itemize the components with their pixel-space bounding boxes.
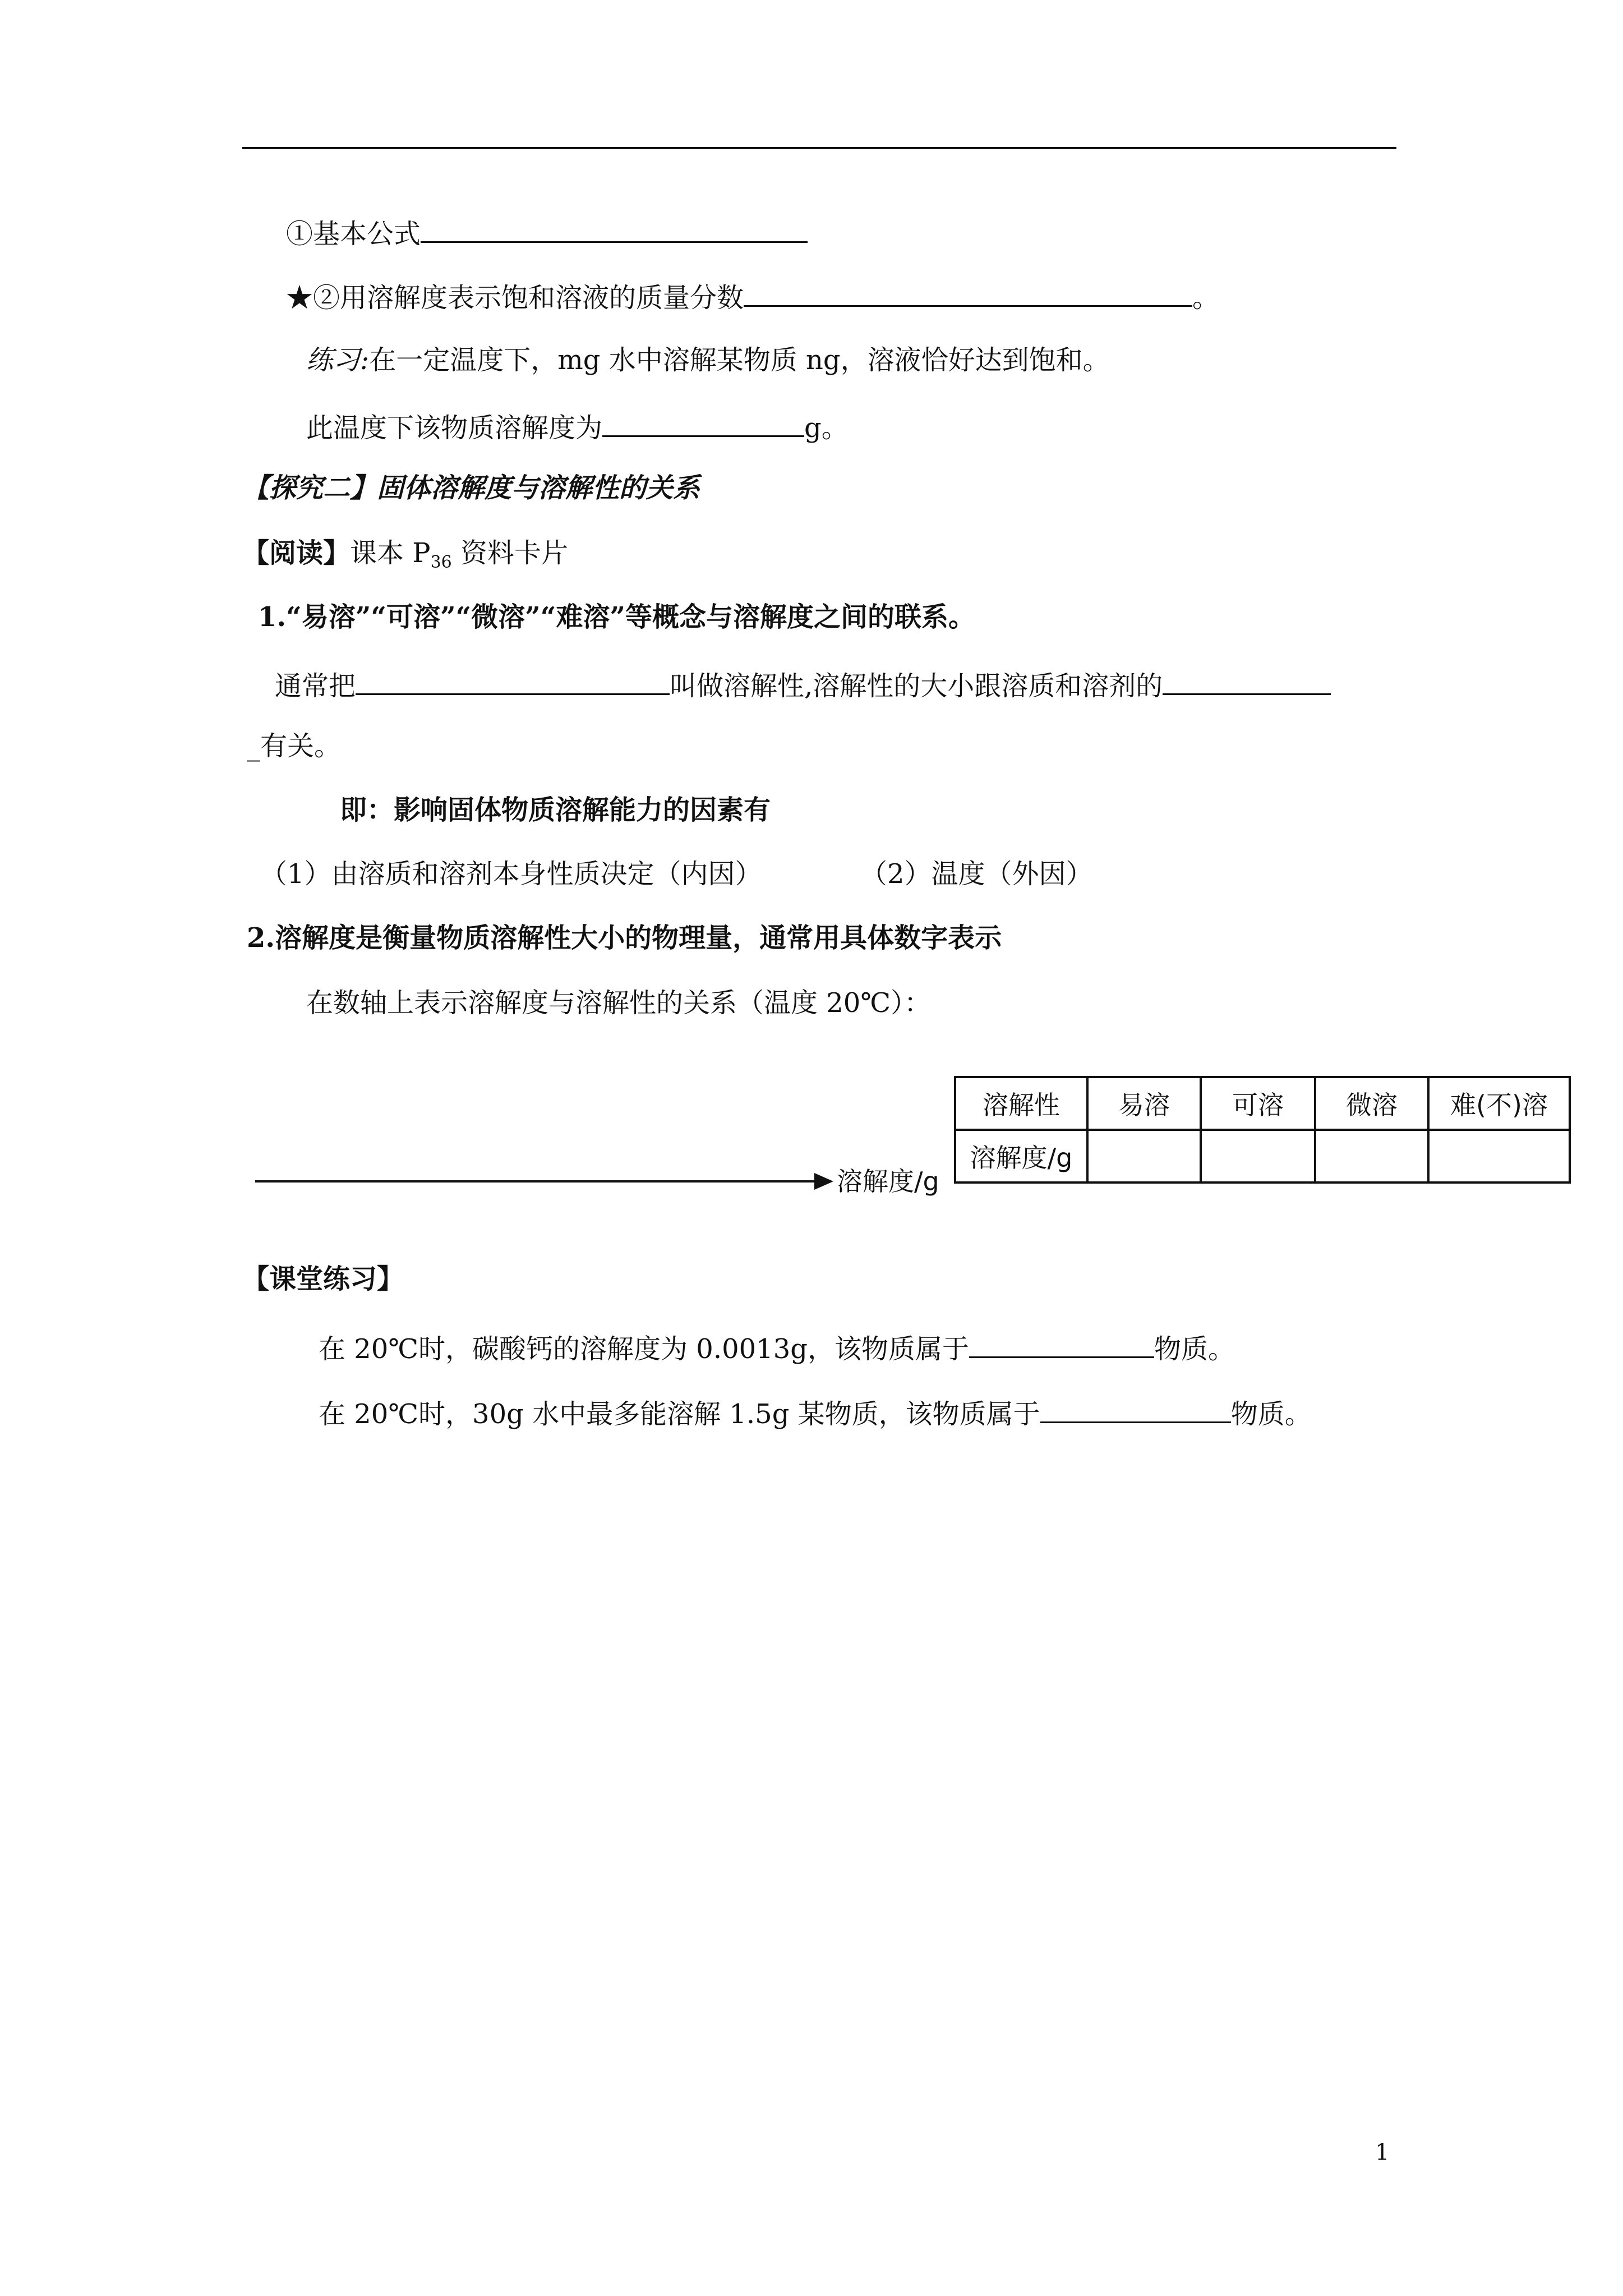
solubility-answer-blank[interactable]	[602, 408, 804, 437]
factor-internal: （1）由溶质和溶剂本身性质决定（内因）	[260, 858, 762, 890]
mass-fraction-line	[286, 278, 1219, 315]
solubility-axis-line	[255, 1180, 816, 1182]
factors-title: 即：影响固体物质溶解能力的因素有	[340, 794, 771, 826]
mass-fraction-suffix: 。	[1192, 282, 1220, 314]
axis-arrow-icon	[814, 1173, 833, 1190]
practice2-blank[interactable]	[1040, 1395, 1231, 1423]
solubility-answer-suffix: g。	[804, 412, 849, 444]
reading-text: 课本 P	[350, 537, 431, 569]
practice-question-1	[319, 1329, 1235, 1366]
exercise-line	[306, 343, 1110, 377]
table-cell: 微溶	[1315, 1077, 1428, 1130]
practice2-suffix: 物质。	[1230, 1398, 1312, 1430]
practice-title: 【课堂练习】	[242, 1263, 404, 1295]
practice2-text: 在 20℃时，30g 水中最多能溶解 1.5g 某物质，该物质属于	[319, 1398, 1040, 1430]
exercise-label: 练习:	[306, 344, 370, 376]
page-number: 1	[1375, 2139, 1390, 2165]
table-input-cell[interactable]	[1428, 1130, 1570, 1182]
table-cell: 难(不)溶	[1428, 1077, 1570, 1130]
exercise-text: 在一定温度下，mg 水中溶解某物质 ng，溶液恰好达到饱和。	[369, 344, 1110, 376]
definition-middle: 叫做溶解性,溶解性的大小跟溶质和溶剂的	[670, 670, 1163, 702]
table-row	[955, 1130, 1570, 1182]
definition-blank[interactable]	[356, 666, 670, 695]
axis-label: 溶解度/g	[837, 1166, 939, 1197]
solubility-definition-line	[275, 666, 1331, 703]
item1-title: 1.“易溶”“可溶”“微溶”“难溶”等概念与溶解度之间的联系。	[258, 601, 975, 633]
reading-label: 【阅读】	[242, 537, 351, 569]
solubility-answer-line	[306, 408, 849, 445]
basic-formula-line	[286, 214, 808, 251]
mass-fraction-label: ★②用溶解度表示饱和溶液的质量分数	[286, 282, 744, 314]
reading-tail: 资料卡片	[451, 537, 569, 569]
table-cell: 可溶	[1201, 1077, 1315, 1130]
reading-page-subscript: 36	[430, 553, 452, 572]
table-input-cell[interactable]	[1315, 1130, 1428, 1182]
solubility-table	[954, 1076, 1571, 1184]
table-input-cell[interactable]	[1201, 1130, 1315, 1182]
table-input-cell[interactable]	[1087, 1130, 1201, 1182]
solvent-blank[interactable]	[1163, 666, 1331, 695]
basic-formula-label: ①基本公式	[286, 218, 421, 250]
table-header-cell: 溶解度/g	[955, 1130, 1087, 1182]
practice-question-2	[319, 1395, 1312, 1431]
solubility-answer-label: 此温度下该物质溶解度为	[306, 412, 603, 444]
table-cell: 易溶	[1087, 1077, 1201, 1130]
factor-temperature: （2）温度（外因）	[860, 858, 1093, 890]
basic-formula-blank[interactable]	[421, 214, 808, 243]
definition-prefix: 通常把	[275, 670, 356, 702]
definition-continuation: _有关。	[247, 730, 342, 762]
practice1-suffix: 物质。	[1154, 1333, 1235, 1365]
table-row	[955, 1077, 1570, 1130]
header-rule	[242, 147, 1396, 149]
reading-line	[242, 536, 568, 579]
mass-fraction-blank[interactable]	[744, 278, 1192, 307]
section-title: 【探究二】固体溶解度与溶解性的关系	[242, 472, 700, 504]
table-header-cell: 溶解性	[955, 1077, 1087, 1130]
practice1-blank[interactable]	[969, 1329, 1154, 1358]
numberline-intro: 在数轴上表示溶解度与溶解性的关系（温度 20℃）：	[306, 987, 932, 1019]
item2-title: 2.溶解度是衡量物质溶解性大小的物理量，通常用具体数字表示	[247, 922, 1002, 954]
practice1-text: 在 20℃时，碳酸钙的溶解度为 0.0013g，该物质属于	[319, 1333, 969, 1365]
